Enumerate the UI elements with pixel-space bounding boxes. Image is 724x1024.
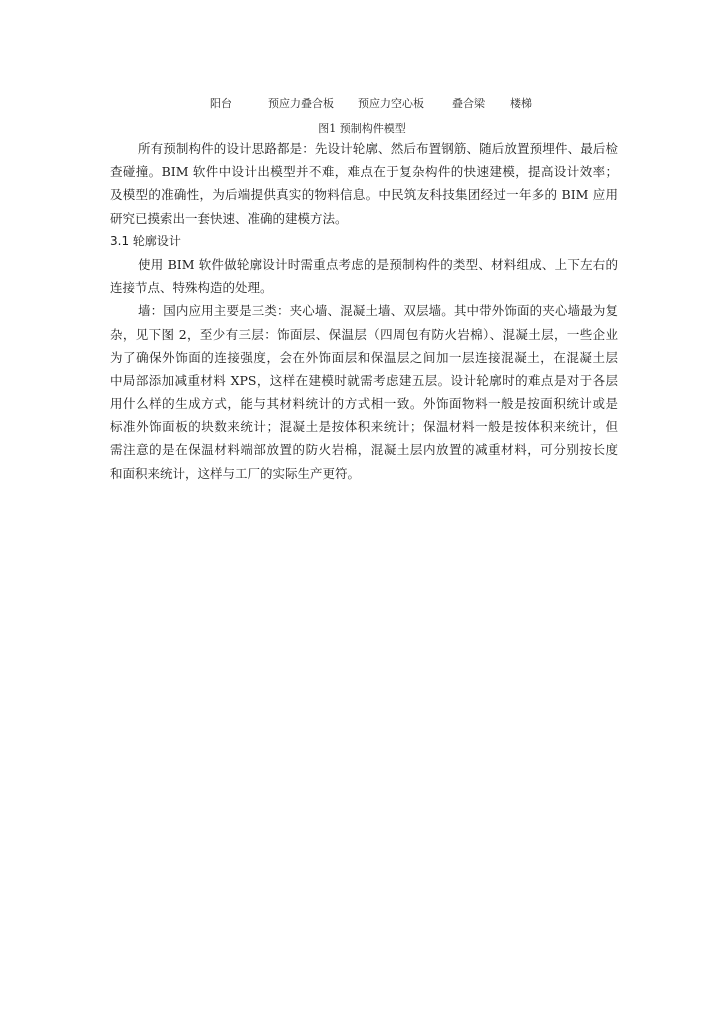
text-line: 需注意的是在保温材料端部放置的防火岩棉，混凝土层内放置的减重材料，可分别按长度 <box>110 442 618 458</box>
caption-stairs: 楼梯 <box>510 97 532 110</box>
text-line: 和面积来统计，这样与工厂的实际生产更符。 <box>110 465 361 481</box>
text-line: 使用 BIM 软件做轮廓设计时需重点考虑的是预制构件的类型、材料组成、上下左右的 <box>138 256 618 272</box>
text-line: 研究已摸索出一套快速、准确的建模方法。 <box>110 210 348 226</box>
paragraph-walls <box>110 299 618 485</box>
text-line: 杂，见下图 2，至少有三层：饰面层、保温层（四周包有防火岩棉）、混凝土层，一些企业 <box>110 326 618 342</box>
text-line: 查碰撞。BIM 软件中设计出模型并不难，难点在于复杂构件的快速建模，提高设计效率； <box>110 164 618 180</box>
caption-balcony: 阳台 <box>210 97 232 110</box>
text-line: 及模型的准确性，为后端提供真实的物料信息。中民筑友科技集团经过一年多的 BIM 应用 <box>110 187 618 203</box>
figure-title: 图1 预制构件模型 <box>318 122 406 135</box>
figure-sub-captions <box>0 95 724 113</box>
text-line: 用什么样的生成方式，能与其材料统计的方式相一致。外饰面物料一般是按面积统计或是 <box>110 396 618 412</box>
paragraph-design-approach <box>110 137 618 230</box>
text-line: 连接节点、特殊构造的处理。 <box>110 280 273 296</box>
caption-prestressed-composite-slab: 预应力叠合板 <box>268 97 334 110</box>
caption-prestressed-hollow-slab: 预应力空心板 <box>358 97 424 110</box>
section-heading: 3.1 轮廓设计 <box>110 233 181 248</box>
paragraph-outline-design <box>110 253 618 299</box>
text-line: 所有预制构件的设计思路都是：先设计轮廓、然后布置钢筋、随后放置预埋件、最后检 <box>138 141 618 156</box>
body-text <box>110 137 618 485</box>
text-line: 为了确保外饰面的连接强度，会在外饰面层和保温层之间加一层连接混凝土，在混凝土层 <box>110 349 618 365</box>
text-line: 墙：国内应用主要是三类：夹心墙、混凝土墙、双层墙。其中带外饰面的夹心墙最为复 <box>138 303 618 319</box>
caption-composite-beam: 叠合梁 <box>452 97 485 110</box>
text-line: 标准外饰面板的块数来统计；混凝土是按体积来统计；保温材料一般是按体积来统计，但 <box>110 419 618 435</box>
text-line: 中局部添加减重材料 XPS，这样在建模时就需考虑建五层。设计轮廓时的难点是对于各层 <box>110 372 618 388</box>
